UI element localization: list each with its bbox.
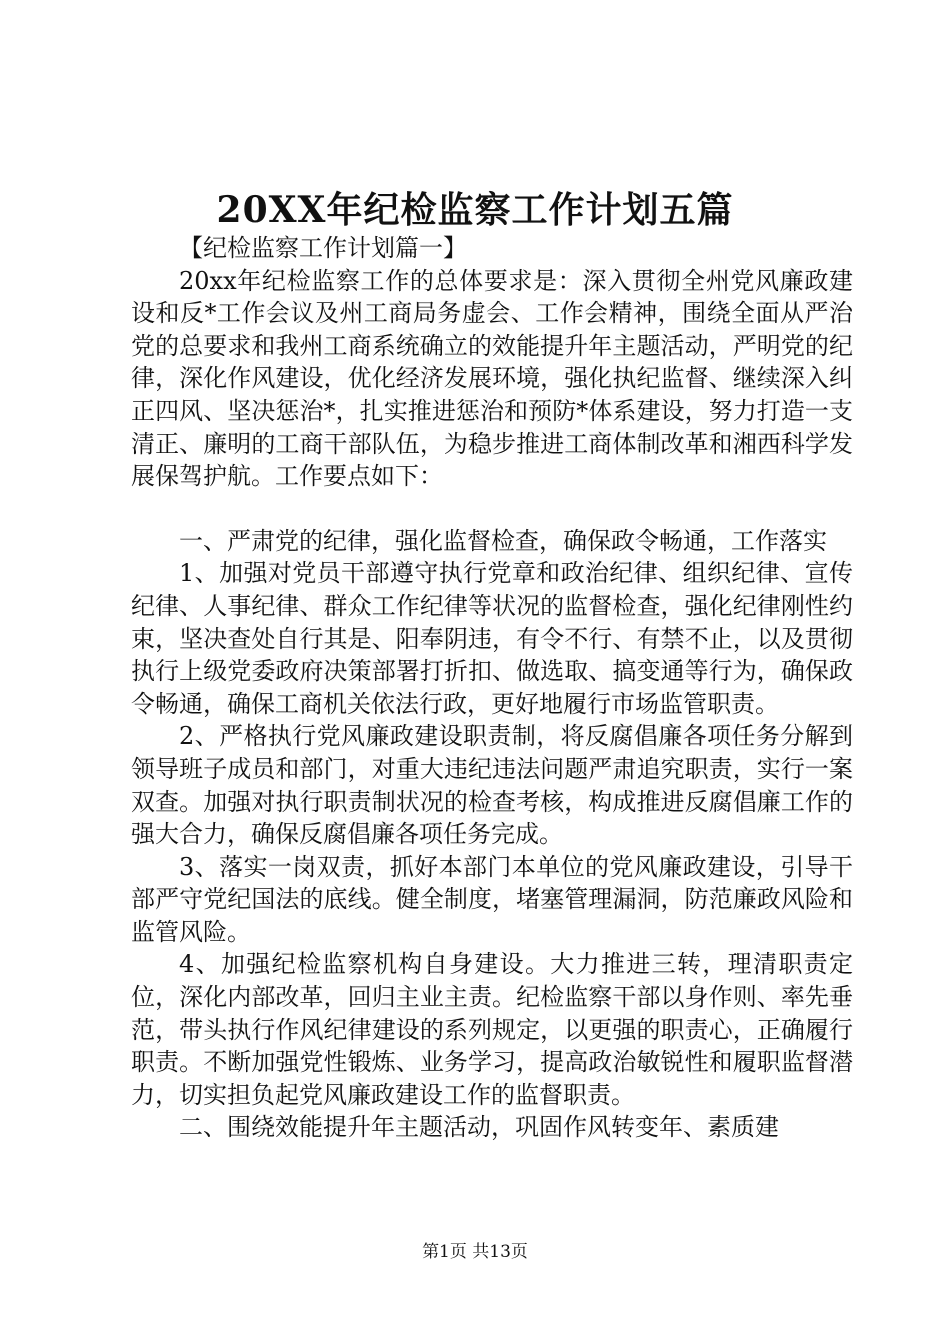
item-four: 4、加强纪检监察机构自身建设。大力推进三转，理清职责定位，深化内部改革，回归主业主责。纪检监察干部以身作则、率先垂范，带头执行作风纪律建设的系列规定，以更强的职责心，正确履行职责。不断加强党性锻炼、业务学习，提高政治敏锐性和履职监督潜力，切实担负起党风廉政建设工作的监督职责。 <box>131 950 853 1109</box>
section-heading: 【纪检监察工作计划篇一】 <box>179 234 467 262</box>
page-footer: 第1页 共13页 <box>422 1242 528 1262</box>
item-two: 2、严格执行党风廉政建设职责制，将反腐倡廉各项任务分解到领导班子成员和部门，对重大违纪违法问题严肃追究职责，实行一案双查。加强对执行职责制状况的检查考核，构成推进反腐倡廉工作的强大合力，确保反腐倡廉各项任务完成。 <box>131 722 853 849</box>
document-body <box>131 232 853 1144</box>
paragraph-gap <box>131 493 853 525</box>
heading-one: 一、严肃党的纪律，强化监督检查，确保政令畅通，工作落实 <box>179 526 827 555</box>
heading-two: 二、围绕效能提升年主题活动，巩固作风转变年、素质建 <box>179 1113 779 1142</box>
document-title: 20XX年纪检监察工作计划五篇 <box>216 189 734 231</box>
intro-paragraph: 20xx年纪检监察工作的总体要求是：深入贯彻全州党风廉政建设和反*工作会议及州工商局务虚会、工作会精神，围绕全面从严治党的总要求和我州工商系统确立的效能提升年主题活动，严明党的纪律，深化作风建设，优化经济发展环境，强化执纪监督、继续深入纠正四风、坚决惩治*，扎实推进惩治和预防*体系建设，努力打造一支清正、廉明的工商干部队伍，为稳步推进工商体制改革和湘西科学发展保驾护航。工作要点如下： <box>131 266 853 491</box>
item-three: 3、落实一岗双责，抓好本部门本单位的党风廉政建设，引导干部严守党纪国法的底线。健全制度，堵塞管理漏洞，防范廉政风险和监管风险。 <box>131 852 853 946</box>
item-one: 1、加强对党员干部遵守执行党章和政治纪律、组织纪律、宣传纪律、人事纪律、群众工作纪律等状况的监督检查，强化纪律刚性约束，坚决查处自行其是、阳奉阴违，有令不行、有禁不止，以及贯彻执行上级党委政府决策部署打折扣、做选取、搞变通等行为，确保政令畅通，确保工商机关依法行政，更好地履行市场监管职责。 <box>131 559 853 718</box>
